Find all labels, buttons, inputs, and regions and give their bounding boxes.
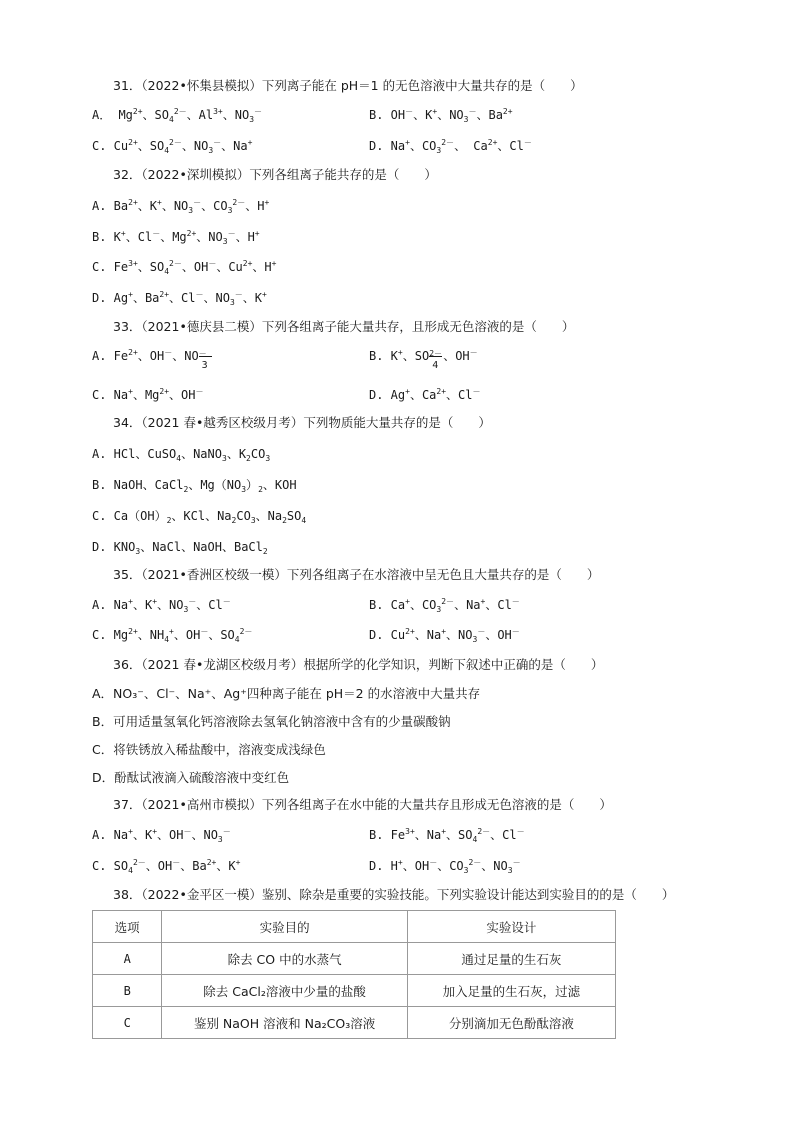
table-cell-design: 通过足量的生石灰: [407, 943, 615, 975]
q31-option-c[interactable]: C. $Cu^{2+}$、$SO_4^{2-}$、$NO_3^-$、Na+: [92, 138, 253, 155]
q36-option-a[interactable]: A．NO₃⁻、Cl⁻、Na⁺、Ag⁺四种离子能在 pH＝2 的水溶液中大量共存: [92, 686, 481, 701]
table-cell-purpose: 鉴别 NaOH 溶液和 Na₂CO₃溶液: [162, 1007, 407, 1039]
q32-option-d[interactable]: D. Ag+、$Ba^{2+}$、Cl－、$NO_3^-$、K+: [92, 290, 267, 307]
q31-option-b[interactable]: B. OH－、K+、$NO_3^-$、$Ba^{2+}$: [369, 107, 513, 124]
q35-option-c[interactable]: C. $Mg^{2+}$、$NH_4^+$、OH－、$SO_4^{2-}$: [92, 627, 253, 644]
table-cell-purpose: 除去 CaCl₂溶液中少量的盐酸: [162, 975, 407, 1007]
q34-option-c[interactable]: C. $Ca(OH)_2$、KCl、$Na_2CO_3$、$Na_2SO_4$: [92, 509, 307, 525]
table-cell-design: 加入足量的生石灰，过滤: [407, 975, 615, 1007]
table-header-cell: 选项: [93, 911, 162, 943]
nitrate-stacked-formula: － 3: [199, 347, 213, 365]
q31-option-d[interactable]: D. Na+、$CO_3^{2-}$、 $Ca^{2+}$、Cl－: [369, 138, 532, 155]
q37-option-d[interactable]: D. H+、OH－、$CO_3^{2-}$、$NO_3^-$: [369, 858, 521, 875]
q36-option-d[interactable]: D．酚酞试液滴入硫酸溶液中变红色: [92, 770, 290, 785]
sulfate-stacked-formula: 2－ 4: [429, 349, 443, 371]
question-35-stem: 35．（2021•香洲区校级一模）下列各组离子在水溶液中呈无色且大量共存的是（ ）: [113, 567, 600, 582]
q33-option-d[interactable]: D. Ag+、$Ca^{2+}$、Cl－: [369, 387, 481, 402]
q33-option-c[interactable]: C. Na+、$Mg^{2+}$、OH－: [92, 387, 204, 402]
table-header-row: [93, 911, 616, 943]
table-row[interactable]: [93, 975, 616, 1007]
table-cell-purpose: 除去 CO 中的水蒸气: [162, 943, 407, 975]
table-row[interactable]: [93, 943, 616, 975]
experiment-table: [92, 910, 616, 1039]
question-33-stem: 33．（2021•德庆县二模）下列各组离子能大量共存，且形成无色溶液的是（ ）: [113, 319, 575, 334]
q36-option-c[interactable]: C．将铁锈放入稀盐酸中，溶液变成浅绿色: [92, 742, 326, 757]
q33-option-a[interactable]: A. $Fe^{2+}$、OH－、NO － 3: [92, 347, 213, 365]
q34-option-b[interactable]: B. NaOH、CaCl$_2$、$Mg(NO_3)_2$、KOH: [92, 478, 297, 494]
table-header-cell: 实验目的: [162, 911, 407, 943]
q37-option-c[interactable]: C. $SO_4^{2-}$、OH－、$Ba^{2+}$、K+: [92, 858, 241, 875]
question-36-stem: 36．（2021 春•龙湖区校级月考）根据所学的化学知识，判断下叙述中正确的是（ ）: [113, 657, 604, 672]
question-32-stem: 32．（2022•深圳模拟）下列各组离子能共存的是（ ）: [113, 167, 437, 182]
table-cell-design: 分别滴加无色酚酞溶液: [407, 1007, 615, 1039]
question-31-stem: 31．（2022•怀集县模拟）下列离子能在 pH＝1 的无色溶液中大量共存的是（ ）: [113, 78, 583, 93]
q32-option-c[interactable]: C. $Fe^{3+}$、$SO_4^{2-}$、OH－、$Cu^{2+}$、H+: [92, 259, 277, 276]
q37-option-a[interactable]: A. Na+、K+、OH－、$NO_3^-$: [92, 827, 231, 844]
q34-option-d[interactable]: D. $KNO_3$、NaCl、NaOH、BaCl$_2$: [92, 540, 268, 556]
q31-option-a[interactable]: A． $Mg^{2+}$、$SO_4^{2-}$、$Al^{3+}$、$NO_3^-$: [92, 107, 263, 124]
q32-option-b[interactable]: B. K+、Cl－、$Mg^{2+}$、$NO_3^-$、H+: [92, 229, 260, 246]
table-cell-option: C: [93, 1007, 162, 1039]
q35-option-a[interactable]: A. Na+、K+、$NO_3^-$、Cl－: [92, 597, 231, 614]
table-cell-option: A: [93, 943, 162, 975]
table-cell-option: B: [93, 975, 162, 1007]
q35-option-b[interactable]: B. Ca+、$CO_3^{2-}$、Na+、Cl－: [369, 597, 520, 614]
table-row[interactable]: [93, 1007, 616, 1039]
q33-option-b[interactable]: B. K+、SO 2－ 4 、OH－: [369, 348, 478, 371]
q35-option-d[interactable]: D. $Cu^{2+}$、Na+、$NO_3^-$、OH－: [369, 627, 520, 644]
question-38-stem: 38．（2022•金平区一模）鉴别、除杂是重要的实验技能。下列实验设计能达到实验目的的是（ ）: [113, 887, 675, 902]
q32-option-a[interactable]: A. $Ba^{2+}$、K+、$NO_3^-$、$CO_3^{2-}$、H+: [92, 198, 270, 215]
q36-option-b[interactable]: B．可用适量氢氧化钙溶液除去氢氧化钠溶液中含有的少量碳酸钠: [92, 714, 451, 729]
table-header-cell: 实验设计: [407, 911, 615, 943]
question-37-stem: 37．（2021•高州市模拟）下列各组离子在水中能的大量共存且形成无色溶液的是（ ）: [113, 797, 612, 812]
q34-option-a[interactable]: A. HCl、CuSO$_4$、NaNO$_3$、$K_2CO_3$: [92, 447, 271, 463]
question-34-stem: 34．（2021 春•越秀区校级月考）下列物质能大量共存的是（ ）: [113, 415, 491, 430]
q37-option-b[interactable]: B. $Fe^{3+}$、Na+、$SO_4^{2-}$、Cl－: [369, 827, 525, 844]
